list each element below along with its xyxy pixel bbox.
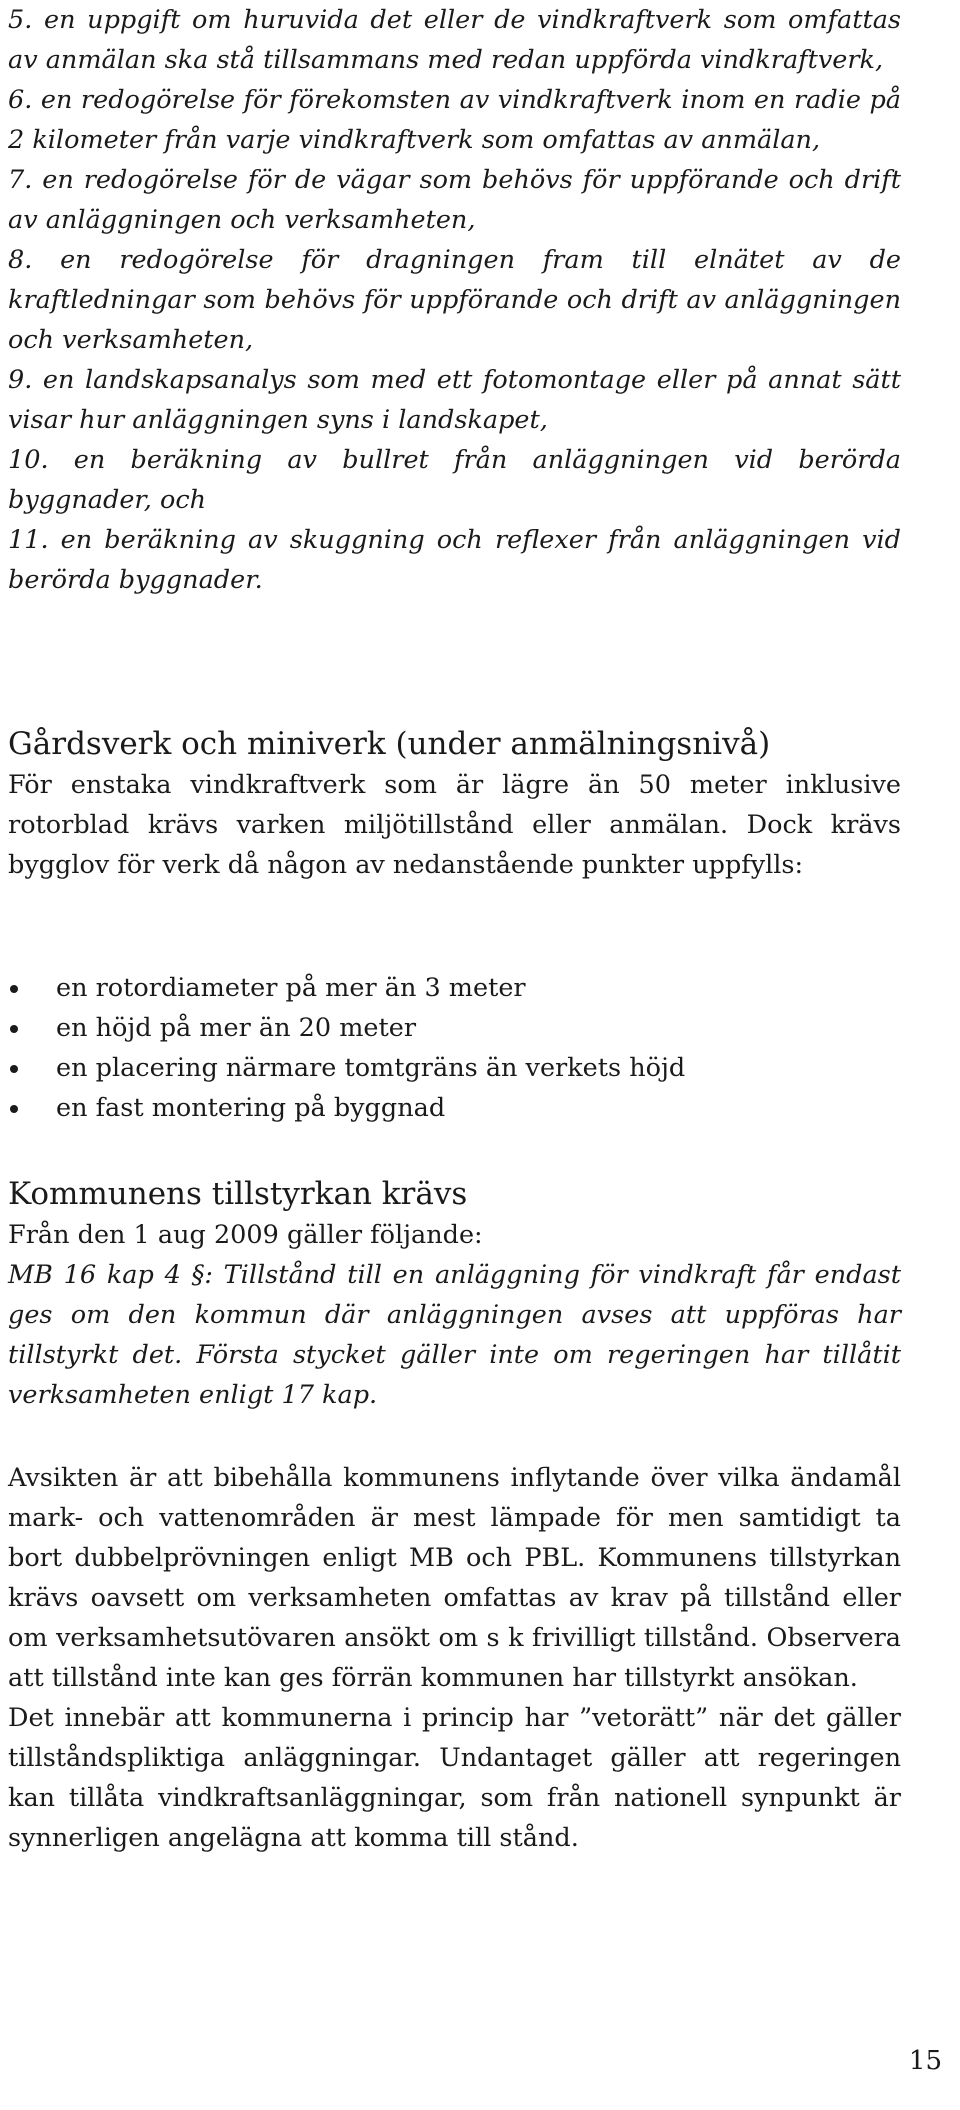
requirement-bullets (8, 968, 901, 1128)
list-item: 8. en redogörelse för dragningen fram till elnätet av de kraftledningar som behövs för uppförande och drift av anläggningen och verksamheten, (8, 245, 901, 355)
page-number: 15 (908, 2046, 942, 2076)
bullet-item: en fast montering på byggnad (8, 1088, 901, 1128)
list-item: 5. en uppgift om huruvida det eller de vindkraftverk som omfattas av anmälan ska stå tillsammans med redan uppförda vindkraftverk, (8, 5, 901, 75)
list-item: 10. en beräkning av bullret från anläggningen vid berörda byggnader, och (8, 445, 901, 515)
section-tillstyrkan (8, 1173, 901, 1415)
list-item: 11. en beräkning av skuggning och reflexer från anläggningen vid berörda byggnader. (8, 525, 901, 595)
section-lead: Från den 1 aug 2009 gäller följande: (8, 1220, 483, 1250)
list-item: 7. en redogörelse för de vägar som behövs för uppförande och drift av anläggningen och verksamheten, (8, 165, 901, 235)
body-paragraphs (8, 1458, 901, 1858)
bullet-item: en höjd på mer än 20 meter (8, 1008, 901, 1048)
bullet-dot (10, 1025, 18, 1033)
bullet-dot (10, 985, 18, 993)
bullet-item: en rotordiameter på mer än 3 meter (8, 968, 901, 1008)
bullet-dot (10, 1065, 18, 1073)
section-heading: Kommunens tillstyrkan krävs (8, 1176, 468, 1212)
law-quote: MB 16 kap 4 §: Tillstånd till en anläggning för vindkraft får endast ges om den kommun där anläggningen avses att uppföras har tillstyrkt det. Första stycket gäller inte om regeringen har tillåtit verksamheten enligt 17 kap. (8, 1260, 901, 1410)
bullet-item: en placering närmare tomtgräns än verkets höjd (8, 1048, 901, 1088)
section-heading: Gårdsverk och miniverk (under anmälningsnivå) (8, 726, 771, 762)
section-gardsverk (8, 723, 901, 885)
numbered-list (8, 0, 901, 600)
section-intro: För enstaka vindkraftverk som är lägre än 50 meter inklusive rotorblad krävs varken miljötillstånd eller anmälan. Dock krävs bygglov för verk då någon av nedanstående punkter uppfylls: (8, 770, 901, 880)
body-paragraph: Det innebär att kommunerna i princip har ”vetorätt” när det gäller tillståndspliktiga anläggningar. Undantaget gäller att regeringen kan tillåta vindkraftsanläggningar, som från nationell synpunkt är synnerligen angelägna att komma till stånd. (8, 1703, 901, 1853)
body-paragraph: Avsikten är att bibehålla kommunens inflytande över vilka ändamål mark- och vattenområden är mest lämpade för men samtidigt ta bort dubbelprövningen enligt MB och PBL. Kommunens tillstyrkan krävs oavsett om verksamheten omfattas av krav på tillstånd eller om verksamhetsutövaren ansökt om s k frivilligt tillstånd. Observera att tillstånd inte kan ges förrän kommunen har tillstyrkt ansökan. (8, 1463, 901, 1693)
bullet-dot (10, 1105, 18, 1113)
list-item: 6. en redogörelse för förekomsten av vindkraftverk inom en radie på 2 kilometer från varje vindkraftverk som omfattas av anmälan, (8, 85, 901, 155)
list-item: 9. en landskapsanalys som med ett fotomontage eller på annat sätt visar hur anläggningen syns i landskapet, (8, 365, 901, 435)
